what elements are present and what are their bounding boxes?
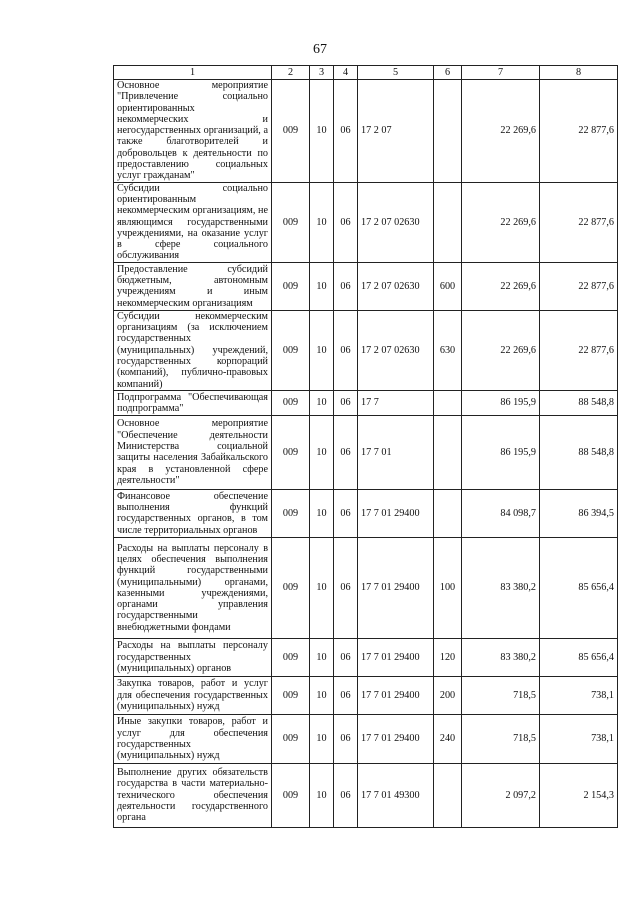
table-row bbox=[114, 390, 618, 415]
amount-year-1: 83 380,2 bbox=[462, 537, 540, 638]
subsection-code: 06 bbox=[334, 310, 358, 390]
ministry-code: 009 bbox=[272, 182, 310, 262]
subsection-code: 06 bbox=[334, 489, 358, 537]
amount-year-1: 22 269,6 bbox=[462, 310, 540, 390]
table-row bbox=[114, 182, 618, 262]
row-name: Расходы на выплаты персоналу государственных (муниципальных) органов bbox=[114, 638, 272, 676]
target-article-code: 17 2 07 02630 bbox=[358, 262, 434, 310]
subsection-code: 06 bbox=[334, 390, 358, 415]
expense-type-code: 100 bbox=[434, 537, 462, 638]
column-header: 6 bbox=[434, 66, 462, 80]
ministry-code: 009 bbox=[272, 415, 310, 489]
amount-year-2: 22 877,6 bbox=[540, 182, 618, 262]
table-row bbox=[114, 415, 618, 489]
expense-type-code bbox=[434, 182, 462, 262]
row-name: Закупка товаров, работ и услуг для обеспечения государственных (муниципальных) нужд bbox=[114, 676, 272, 714]
section-code: 10 bbox=[310, 537, 334, 638]
expense-type-code bbox=[434, 415, 462, 489]
row-name: Выполнение других обязательств государства в части материально-технического обеспечения деятельности государственного органа bbox=[114, 763, 272, 827]
section-code: 10 bbox=[310, 714, 334, 763]
page-number: 67 bbox=[313, 42, 327, 57]
subsection-code: 06 bbox=[334, 537, 358, 638]
amount-year-2: 22 877,6 bbox=[540, 262, 618, 310]
column-header: 3 bbox=[310, 66, 334, 80]
expense-type-code: 600 bbox=[434, 262, 462, 310]
ministry-code: 009 bbox=[272, 390, 310, 415]
subsection-code: 06 bbox=[334, 80, 358, 183]
column-header: 8 bbox=[540, 66, 618, 80]
column-header: 4 bbox=[334, 66, 358, 80]
row-name: Подпрограмма "Обеспечивающая подпрограмма" bbox=[114, 390, 272, 415]
amount-year-2: 22 877,6 bbox=[540, 80, 618, 183]
amount-year-2: 85 656,4 bbox=[540, 638, 618, 676]
table-header-row bbox=[114, 66, 618, 80]
target-article-code: 17 7 01 29400 bbox=[358, 638, 434, 676]
target-article-code: 17 7 01 bbox=[358, 415, 434, 489]
section-code: 10 bbox=[310, 390, 334, 415]
table-row bbox=[114, 489, 618, 537]
ministry-code: 009 bbox=[272, 714, 310, 763]
ministry-code: 009 bbox=[272, 80, 310, 183]
expense-type-code: 240 bbox=[434, 714, 462, 763]
amount-year-1: 83 380,2 bbox=[462, 638, 540, 676]
subsection-code: 06 bbox=[334, 676, 358, 714]
row-name: Предоставление субсидий бюджетным, автономным учреждениям и иным некоммерческим организациям bbox=[114, 262, 272, 310]
section-code: 10 bbox=[310, 676, 334, 714]
column-header: 5 bbox=[358, 66, 434, 80]
table-row bbox=[114, 714, 618, 763]
amount-year-1: 22 269,6 bbox=[462, 182, 540, 262]
expense-type-code bbox=[434, 390, 462, 415]
table-row bbox=[114, 262, 618, 310]
table-row bbox=[114, 676, 618, 714]
expense-type-code bbox=[434, 80, 462, 183]
amount-year-1: 718,5 bbox=[462, 714, 540, 763]
row-name: Финансовое обеспечение выполнения функций государственных органов, в том числе территориальных органов bbox=[114, 489, 272, 537]
budget-table bbox=[113, 65, 618, 828]
amount-year-2: 85 656,4 bbox=[540, 537, 618, 638]
target-article-code: 17 7 01 29400 bbox=[358, 489, 434, 537]
expense-type-code: 200 bbox=[434, 676, 462, 714]
section-code: 10 bbox=[310, 182, 334, 262]
amount-year-2: 738,1 bbox=[540, 676, 618, 714]
section-code: 10 bbox=[310, 763, 334, 827]
column-header: 2 bbox=[272, 66, 310, 80]
amount-year-1: 86 195,9 bbox=[462, 390, 540, 415]
row-name: Субсидии некоммерческим организациям (за исключением государственных (муниципальных) учреждений, государственных корпораций (компаний), публично-правовых компаний) bbox=[114, 310, 272, 390]
expense-type-code bbox=[434, 489, 462, 537]
target-article-code: 17 7 01 29400 bbox=[358, 676, 434, 714]
section-code: 10 bbox=[310, 262, 334, 310]
amount-year-1: 22 269,6 bbox=[462, 80, 540, 183]
amount-year-1: 86 195,9 bbox=[462, 415, 540, 489]
section-code: 10 bbox=[310, 638, 334, 676]
table-row bbox=[114, 80, 618, 183]
subsection-code: 06 bbox=[334, 262, 358, 310]
subsection-code: 06 bbox=[334, 638, 358, 676]
amount-year-2: 88 548,8 bbox=[540, 415, 618, 489]
amount-year-1: 718,5 bbox=[462, 676, 540, 714]
amount-year-2: 88 548,8 bbox=[540, 390, 618, 415]
amount-year-2: 22 877,6 bbox=[540, 310, 618, 390]
ministry-code: 009 bbox=[272, 537, 310, 638]
section-code: 10 bbox=[310, 489, 334, 537]
table-row bbox=[114, 763, 618, 827]
table-row bbox=[114, 310, 618, 390]
row-name: Основное мероприятие "Привлечение социально ориентированных некоммерческих и негосударственных организаций, а также благотворителей и добровольцев к деятельности по предоставлению социальных услуг гражданам" bbox=[114, 80, 272, 183]
ministry-code: 009 bbox=[272, 763, 310, 827]
amount-year-1: 22 269,6 bbox=[462, 262, 540, 310]
ministry-code: 009 bbox=[272, 638, 310, 676]
subsection-code: 06 bbox=[334, 763, 358, 827]
target-article-code: 17 2 07 02630 bbox=[358, 182, 434, 262]
column-header: 7 bbox=[462, 66, 540, 80]
row-name: Основное мероприятие "Обеспечение деятельности Министерства социальной защиты населения Забайкальского края в установленной сфере деятельности" bbox=[114, 415, 272, 489]
target-article-code: 17 7 01 29400 bbox=[358, 714, 434, 763]
subsection-code: 06 bbox=[334, 714, 358, 763]
target-article-code: 17 7 bbox=[358, 390, 434, 415]
row-name: Субсидии социально ориентированным некоммерческим организациям, не являющимся государственными учреждениями, на оказание услуг в сфере социального обслуживания bbox=[114, 182, 272, 262]
expense-type-code: 630 bbox=[434, 310, 462, 390]
amount-year-2: 86 394,5 bbox=[540, 489, 618, 537]
row-name: Иные закупки товаров, работ и услуг для обеспечения государственных (муниципальных) нужд bbox=[114, 714, 272, 763]
section-code: 10 bbox=[310, 415, 334, 489]
column-header: 1 bbox=[114, 66, 272, 80]
row-name: Расходы на выплаты персоналу в целях обеспечения выполнения функций государственными (муниципальными) органами, казенными учреждениями, органами управления государственными внебюджетными фондами bbox=[114, 537, 272, 638]
subsection-code: 06 bbox=[334, 182, 358, 262]
section-code: 10 bbox=[310, 310, 334, 390]
target-article-code: 17 2 07 02630 bbox=[358, 310, 434, 390]
amount-year-1: 2 097,2 bbox=[462, 763, 540, 827]
amount-year-2: 738,1 bbox=[540, 714, 618, 763]
amount-year-1: 84 098,7 bbox=[462, 489, 540, 537]
table-row bbox=[114, 638, 618, 676]
ministry-code: 009 bbox=[272, 262, 310, 310]
section-code: 10 bbox=[310, 80, 334, 183]
expense-type-code bbox=[434, 763, 462, 827]
target-article-code: 17 7 01 29400 bbox=[358, 537, 434, 638]
subsection-code: 06 bbox=[334, 415, 358, 489]
target-article-code: 17 7 01 49300 bbox=[358, 763, 434, 827]
ministry-code: 009 bbox=[272, 310, 310, 390]
ministry-code: 009 bbox=[272, 489, 310, 537]
ministry-code: 009 bbox=[272, 676, 310, 714]
expense-type-code: 120 bbox=[434, 638, 462, 676]
table-row bbox=[114, 537, 618, 638]
target-article-code: 17 2 07 bbox=[358, 80, 434, 183]
amount-year-2: 2 154,3 bbox=[540, 763, 618, 827]
